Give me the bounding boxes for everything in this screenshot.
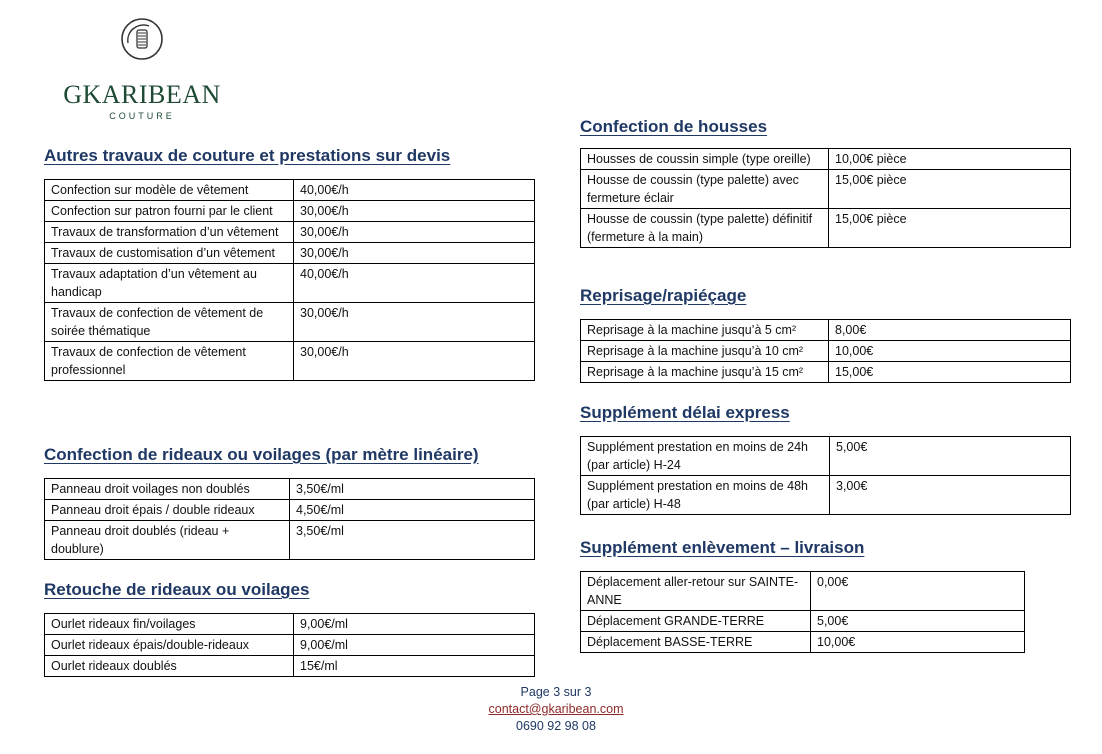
service-label: Travaux de confection de vêtement professionnel [45,342,294,381]
section-title-autres: Autres travaux de couture et prestations sur devis [44,146,451,165]
service-label: Confection sur patron fourni par le client [45,201,294,222]
section-title-housses: Confection de housses [580,117,768,136]
service-label: Travaux adaptation d’un vêtement au handicap [45,264,294,303]
service-label: Confection sur modèle de vêtement [45,180,294,201]
service-label: Reprisage à la machine jusqu’à 15 cm² [581,362,829,383]
service-label: Housse de coussin (type palette) définitif (fermeture à la main) [581,209,829,248]
table-livraison [580,571,1025,653]
service-label: Supplément prestation en moins de 24h (par article) H-24 [581,437,830,476]
table-row [581,170,1071,209]
table-express [580,436,1071,515]
service-label: Déplacement BASSE-TERRE [581,632,811,653]
table-row [581,611,1025,632]
service-label: Travaux de customisation d’un vêtement [45,243,294,264]
service-price: 10,00€ [811,632,1025,653]
service-label: Ourlet rideaux doublés [45,656,294,677]
table-row [45,264,535,303]
table-row [581,320,1071,341]
service-label: Reprisage à la machine jusqu’à 10 cm² [581,341,829,362]
contact-email-link[interactable]: contact@gkaribean.com [488,702,624,716]
company-logo [52,16,232,121]
service-label: Travaux de confection de vêtement de soirée thématique [45,303,294,342]
service-label: Travaux de transformation d’un vêtement [45,222,294,243]
spool-logo-icon [119,16,165,62]
service-price: 3,00€ [830,476,1071,515]
service-price: 9,00€/ml [294,614,535,635]
table-row [45,656,535,677]
table-row [581,149,1071,170]
service-price: 4,50€/ml [290,500,535,521]
service-price: 3,50€/ml [290,479,535,500]
page-footer [0,684,1102,735]
service-price: 30,00€/h [294,222,535,243]
service-label: Housse de coussin (type palette) avec fermeture éclair [581,170,829,209]
table-row [581,476,1071,515]
table-row [45,635,535,656]
section-title-retouche: Retouche de rideaux ou voilages [44,580,310,599]
service-price: 15,00€ pièce [829,170,1071,209]
service-price: 8,00€ [829,320,1071,341]
brand-subtitle: COUTURE [109,111,175,121]
service-label: Ourlet rideaux épais/double-rideaux [45,635,294,656]
service-label: Supplément prestation en moins de 48h (par article) H-48 [581,476,830,515]
table-row [45,342,535,381]
service-price: 15,00€ pièce [829,209,1071,248]
table-row [45,222,535,243]
table-row [45,303,535,342]
table-rideaux [44,478,535,560]
table-reprisage [580,319,1071,383]
service-price: 5,00€ [830,437,1071,476]
service-label: Déplacement GRANDE-TERRE [581,611,811,632]
table-autres [44,179,535,381]
section-title-rideaux: Confection de rideaux ou voilages (par mètre linéaire) [44,445,479,464]
service-price: 30,00€/h [294,303,535,342]
service-price: 10,00€ pièce [829,149,1071,170]
service-label: Housses de coussin simple (type oreille) [581,149,829,170]
table-housses [580,148,1071,248]
service-price: 15,00€ [829,362,1071,383]
table-row [45,521,535,560]
service-price: 3,50€/ml [290,521,535,560]
service-label: Panneau droit épais / double rideaux [45,500,290,521]
service-price: 5,00€ [811,611,1025,632]
brand-name: GKARIBEAN [63,80,221,109]
contact-phone: 0690 92 98 08 [516,719,596,733]
table-row [45,614,535,635]
table-row [581,437,1071,476]
section-title-livraison: Supplément enlèvement – livraison [580,538,865,557]
service-label: Panneau droit voilages non doublés [45,479,290,500]
service-label: Panneau droit doublés (rideau + doublure) [45,521,290,560]
table-row [45,500,535,521]
service-price: 30,00€/h [294,243,535,264]
table-row [581,341,1071,362]
service-price: 30,00€/h [294,342,535,381]
table-row [45,201,535,222]
section-title-express: Supplément délai express [580,403,790,422]
table-row [581,362,1071,383]
service-label: Reprisage à la machine jusqu’à 5 cm² [581,320,829,341]
section-title-reprisage: Reprisage/rapiéçage [580,286,747,305]
table-row [581,209,1071,248]
table-row [581,632,1025,653]
service-label: Ourlet rideaux fin/voilages [45,614,294,635]
table-retouche [44,613,535,677]
service-price: 40,00€/h [294,180,535,201]
table-row [581,572,1025,611]
table-row [45,243,535,264]
service-price: 9,00€/ml [294,635,535,656]
table-row [45,479,535,500]
service-price: 40,00€/h [294,264,535,303]
service-price: 30,00€/h [294,201,535,222]
service-price: 0,00€ [811,572,1025,611]
service-label: Déplacement aller-retour sur SAINTE-ANNE [581,572,811,611]
page-number: Page 3 sur 3 [520,685,592,699]
service-price: 10,00€ [829,341,1071,362]
service-price: 15€/ml [294,656,535,677]
table-row [45,180,535,201]
